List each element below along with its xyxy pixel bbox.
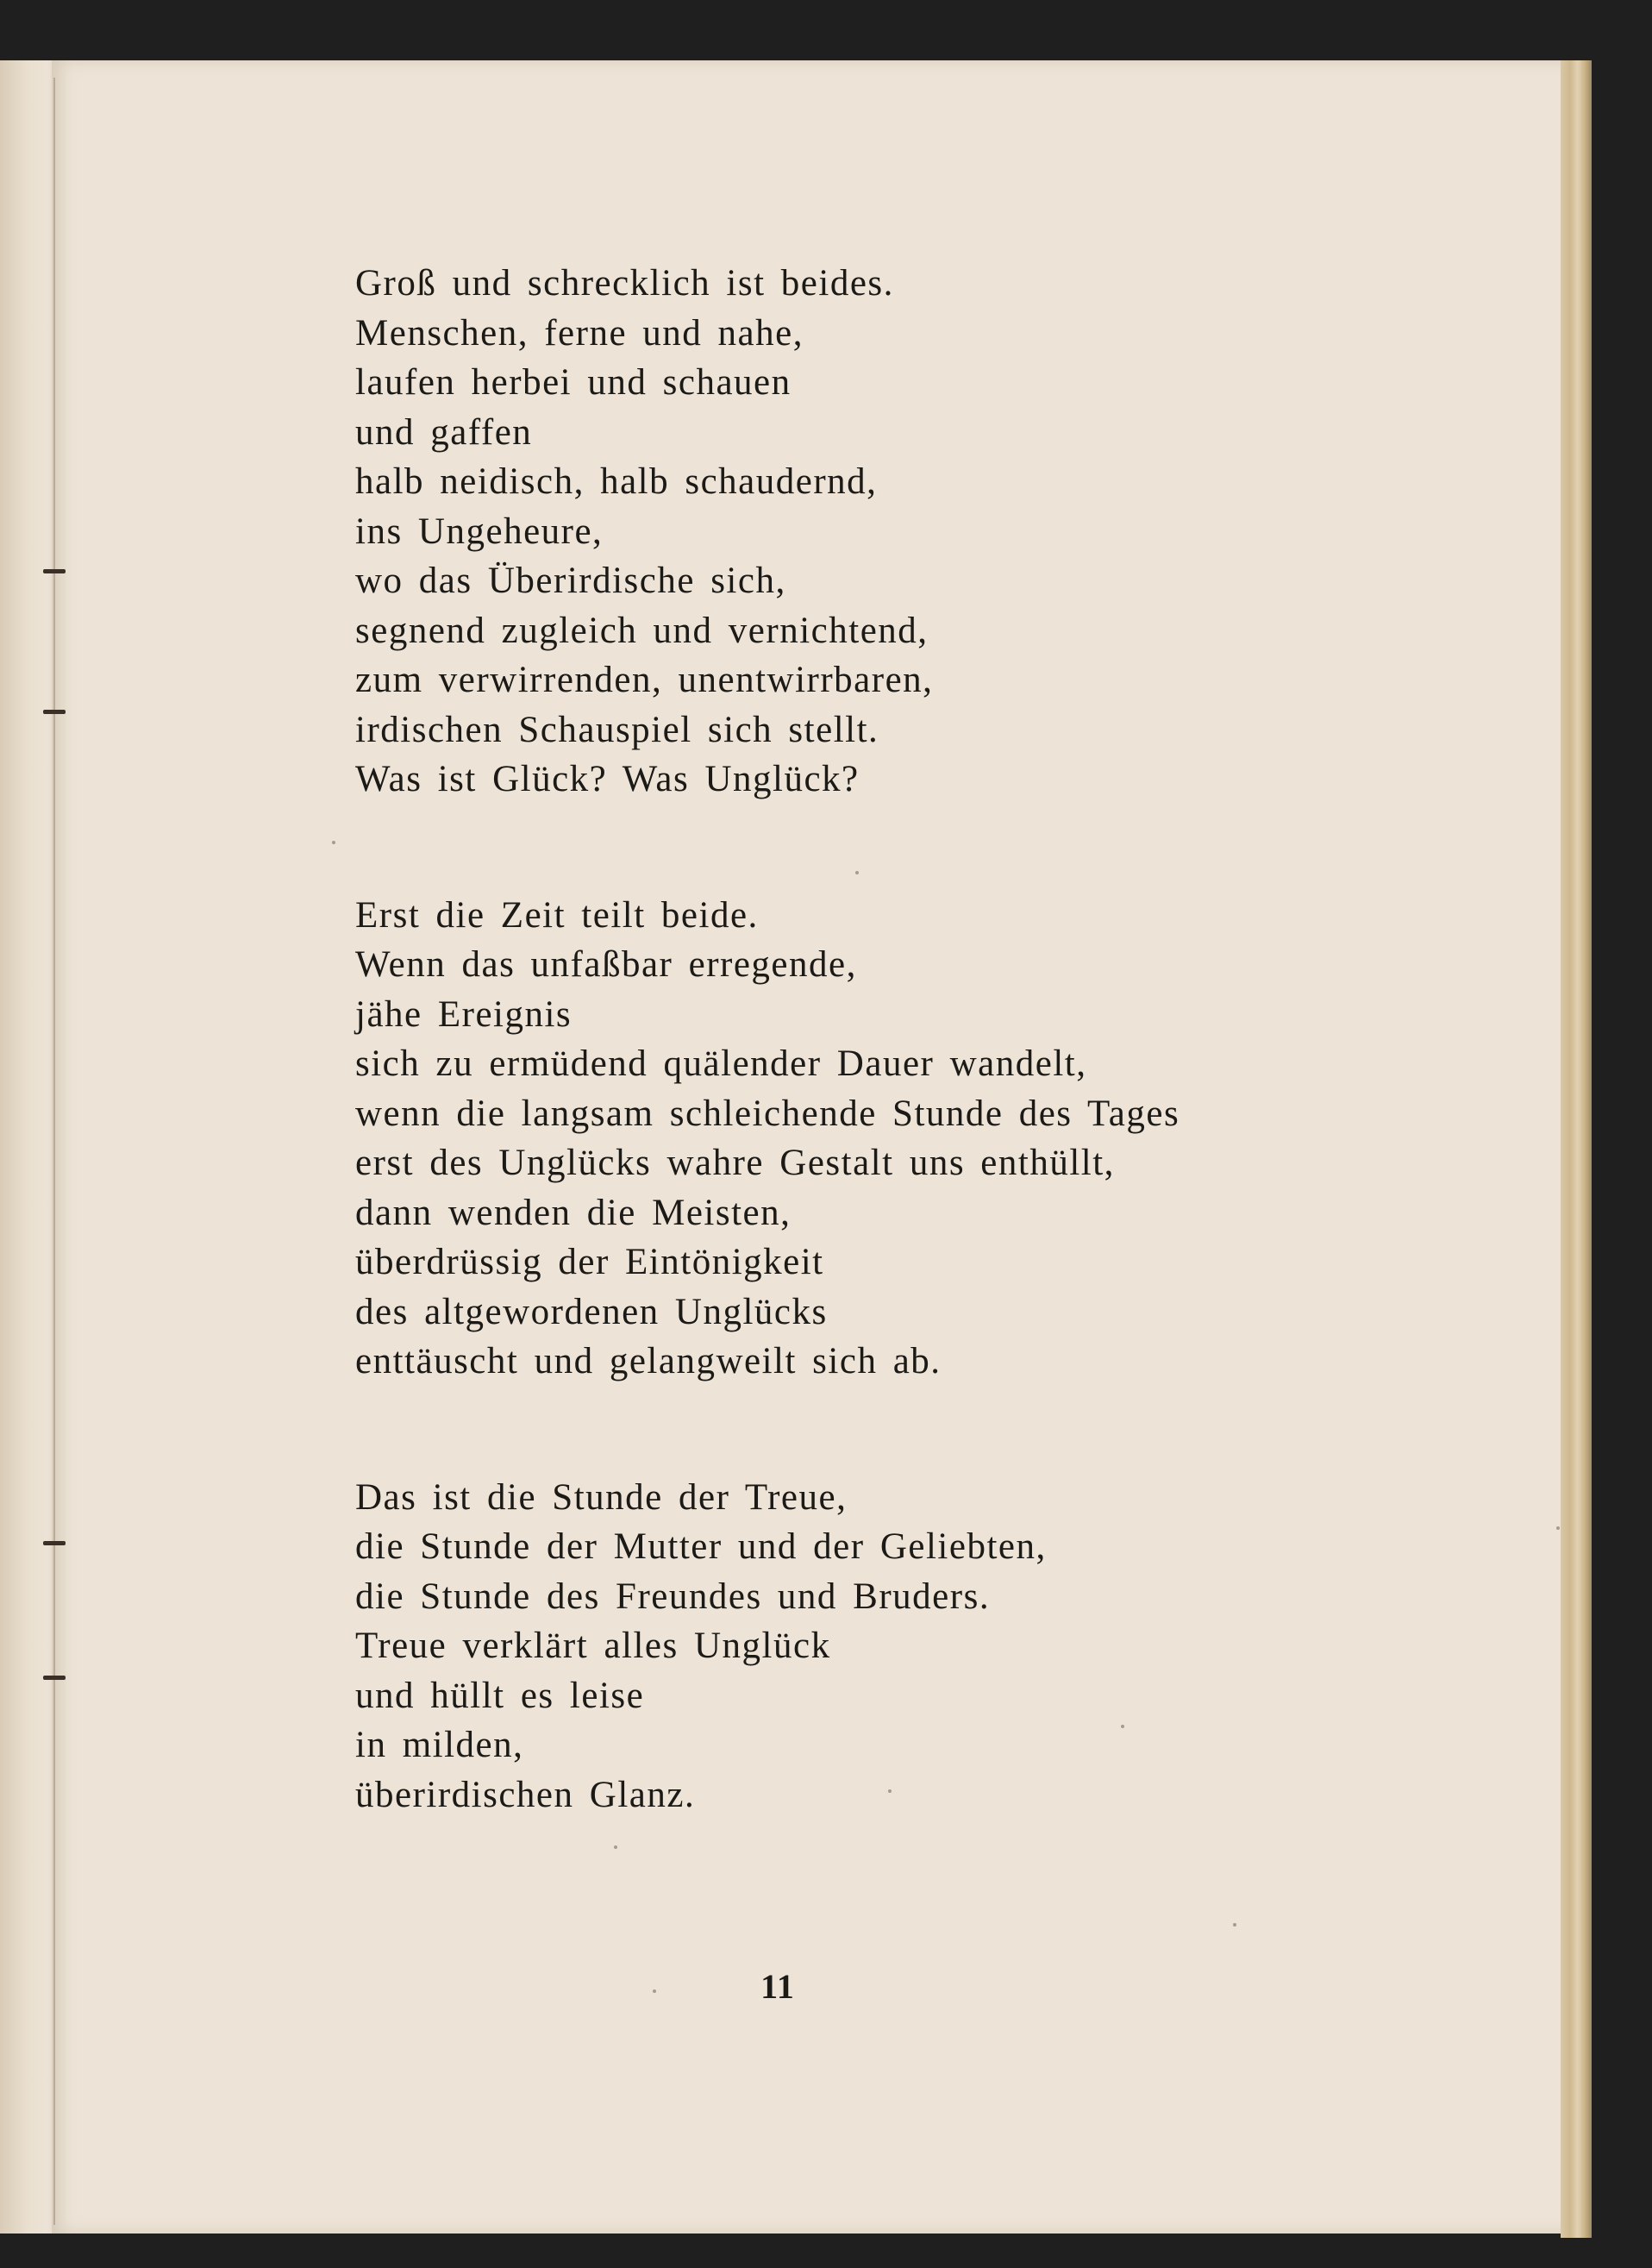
poem-line: die Stunde des Freundes und Bruders. <box>355 1576 991 1617</box>
poem-line: jähe Ereignis <box>355 993 573 1035</box>
poem-line: segnend zugleich und vernichtend, <box>355 610 929 651</box>
poem-text <box>355 259 1476 1820</box>
poem-line: wo das Überirdische sich, <box>355 561 786 601</box>
binding-stitch <box>43 1676 66 1680</box>
poem-line: überirdischen Glanz. <box>355 1774 696 1815</box>
poem-line: halb neidisch, halb schaudernd, <box>355 461 878 502</box>
poem-line: Groß und schrecklich ist beides. <box>355 263 894 304</box>
poem-line: dann wenden die Meisten, <box>355 1192 792 1233</box>
poem-line: zum verwirrenden, unentwirrbaren, <box>355 660 934 700</box>
poem-line: enttäuscht und gelangweilt sich ab. <box>355 1341 942 1381</box>
stanza-3 <box>355 1473 1476 1820</box>
binding-stitch <box>43 710 66 714</box>
poem-line: Wenn das unfaßbar erregende, <box>355 944 857 985</box>
poem-line: erst des Unglücks wahre Gestalt uns enthüllt, <box>355 1143 1115 1183</box>
paper-speck <box>1233 1923 1236 1927</box>
binding-stitch <box>43 569 66 573</box>
poem-line: in milden, <box>355 1725 524 1765</box>
binding-stitch <box>43 1541 66 1545</box>
poem-line: des altgewordenen Unglücks <box>355 1291 828 1332</box>
poem-line: sich zu ermüdend quälender Dauer wandelt, <box>355 1043 1087 1084</box>
poem-line: ins Ungeheure, <box>355 511 604 552</box>
poem-line: Erst die Zeit teilt beide. <box>355 894 759 936</box>
poem-line: Menschen, ferne und nahe, <box>355 312 804 354</box>
paper-speck <box>1556 1526 1560 1530</box>
binding-gutter <box>53 78 55 2225</box>
poem-line: und hüllt es leise <box>355 1675 645 1716</box>
poem-line: wenn die langsam schleichende Stunde des Tages <box>355 1093 1180 1134</box>
poem-line: Treue verklärt alles Unglück <box>355 1626 831 1666</box>
poem-line: laufen herbei und schauen <box>355 362 792 403</box>
paper-speck <box>332 841 335 844</box>
stanza-1 <box>355 259 1476 805</box>
page-stack-edge <box>1561 60 1592 2238</box>
paper-speck <box>614 1845 617 1849</box>
paper-speck <box>653 1989 656 1993</box>
poem-line: und gaffen <box>355 411 533 453</box>
poem-line: überdrüssig der Eintönigkeit <box>355 1242 824 1282</box>
poem-line: die Stunde der Mutter und der Geliebten, <box>355 1526 1047 1567</box>
stanza-2 <box>355 891 1476 1387</box>
poem-line: Was ist Glück? Was Unglück? <box>355 759 860 799</box>
poem-line: irdischen Schauspiel sich stellt. <box>355 709 879 750</box>
poem-line: Das ist die Stunde der Treue, <box>355 1476 848 1518</box>
page-number: 11 <box>760 1967 795 2006</box>
